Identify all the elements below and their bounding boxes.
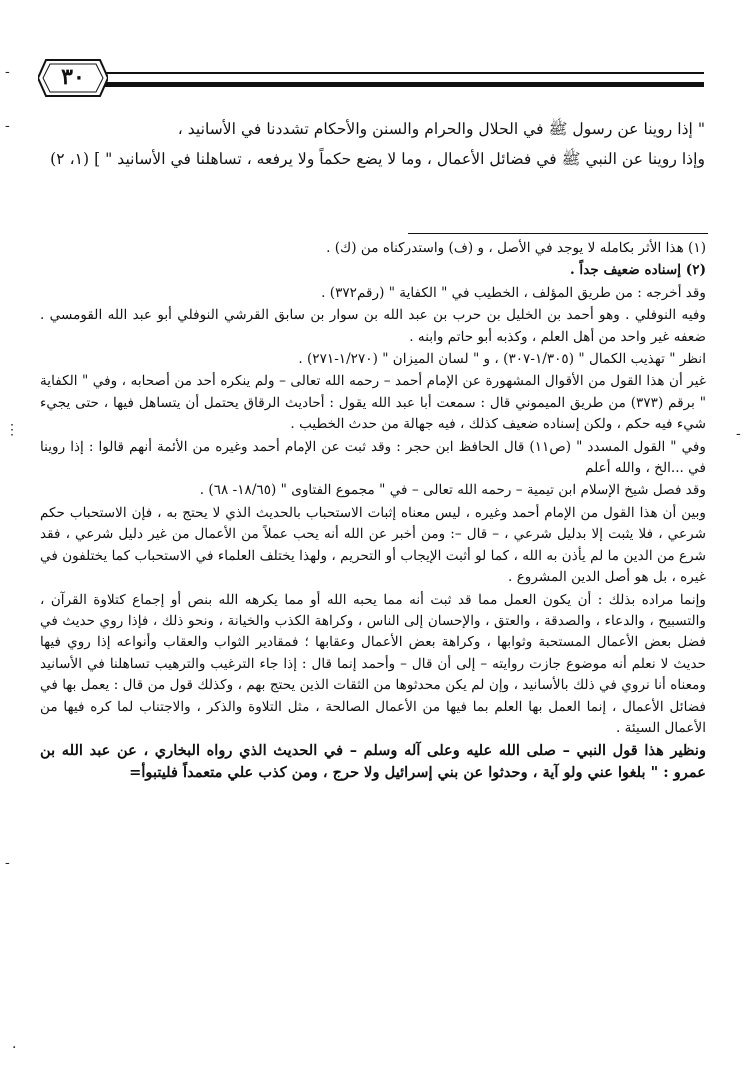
- footnote-separator: [408, 233, 708, 234]
- footnote-line: وقد فصل شيخ الإسلام ابن تيمية – رحمه الله تعالى – في " مجموع الفتاوى " (١٨/٦٥- ٦٨) .: [199, 482, 706, 499]
- header-rule-top: [100, 72, 704, 74]
- footnote-line: غير أن هذا القول من الأقوال المشهورة عن الإمام أحمد – رحمه الله تعالى – ولم ينكره أحد من أصحابه ، وفي " الكفاية " برقم (٣٧٣) من طريق الميموني قال : سمعت أبا عبد الله يقول : أحاديث الرقاق يحتمل أن يتساهل فيها ، حتى يجيء شيء فيه حكم ، ولكن إسناده ضعيف كذلك ، فيه جهالة من حدث الخطيب .: [40, 373, 707, 433]
- margin-mark: ⋮: [5, 422, 19, 438]
- margin-mark: -: [5, 855, 10, 871]
- footnote-line: وإنما مراده بذلك : أن يكون العمل مما قد ثبت أنه مما يحبه الله أو مما يكرهه الله بنص أو إجماع كتلاوة القرآن ، والتسبيح ، والدعاء ، والصدقة ، والعتق ، والإحسان إلى الناس ، وكراهة الكذب والخيانة ، ونحو ذلك ، فإذا روي حديث في فضل بعض الأعمال المستحبة وثوابها ، وكراهة بعض الأعمال وعقابها ؛ فمقادير الثواب والعقاب وأنواعه إذا روي فيها حديث لا نعلم أنه موضوع جازت روايته – إلى أن قال – وأحمد إنما قال : إذا جاء الترغيب والترهيب تساهلنا في الأسانيد ومعناه أنا نروي في ذلك بالأسانيد ، وإن لم يكن محدثوها من الثقات الذين يحتج بهم ، وكذلك قول من قال : يعمل بها في فضائل الأعمال ، إنما العمل بها العلم بما فيها من الأعمال الصالحة ، مثل التلاوة والذكر ، والاجتناب لما كره فيها من الأعمال السيئة .: [40, 591, 706, 736]
- footnotes: [40, 238, 706, 784]
- margin-mark: -: [5, 118, 10, 134]
- header-rule-bottom: [100, 82, 704, 87]
- margin-mark: ·: [12, 1040, 17, 1056]
- footnote-line: وفي " القول المسدد " (ص١١) قال الحافظ ابن حجر : وقد ثبت عن الإمام أحمد وغيره من الأئمة أنهم قالوا : إذا روينا في ...الخ ، والله أعلم: [40, 438, 706, 477]
- page-number: ٣٠: [61, 64, 85, 90]
- footnote-line: (٢) إسناده ضعيف جداً .: [569, 262, 706, 279]
- quote-line: وإذا روينا عن النبي ﷺ في فضائل الأعمال ، وما لا يضع حكماً ولا يرفعه ، تساهلنا في الأسانيد " ] (١، ٢): [50, 150, 705, 168]
- footnote-line: وبين أن هذا القول من الإمام أحمد وغيره ، ليس معناه إثبات الاستحباب بالحديث الذي لا يحتج به ، فإن الاستحباب حكم شرعي ، فلا يثبت إلا بدليل شرعي ، – قال –: ومن أخبر عن الله أنه يحب عملاً من الأعمال من غير دليل شرعي ، فقد شرع من الدين ما لم يأذن به الله ، كما لو أثبت الإيجاب أو التحريم ، ولهذا يختلف العلماء في الاستحباب كما يختلفون في غيره ، بل هو أصل الدين المشروع .: [40, 504, 706, 586]
- margin-mark: -: [736, 426, 741, 442]
- footnote-line: انظر " تهذيب الكمال " (١/٣٠٥-٣٠٧) ، و " لسان الميزان " (١/٢٧٠-٢٧١) .: [298, 351, 706, 368]
- footnote-line: وفيه النوفلي . وهو أحمد بن الخليل بن حرب بن عبد الله بن سوار بن سابق القرشي النوفلي أبو عبد الله القومسي . ضعفه غير واحد من أهل العلم ، وكذبه أبو حاتم وابنه .: [40, 307, 706, 345]
- footnote-line: (١) هذا الأثر بكامله لا يوجد في الأصل ، و (ف) واستدركناه من (ك) .: [326, 240, 706, 256]
- footnote-line: وقد أخرجه : من طريق المؤلف ، الخطيب في " الكفاية " (رقم٣٧٢) .: [321, 284, 706, 301]
- quote-line: " إذا روينا عن رسول ﷺ في الحلال والحرام والسنن والأحكام تشددنا في الأسانيد ،: [177, 120, 705, 138]
- main-quote: [40, 114, 705, 174]
- page-number-badge: [38, 58, 108, 98]
- footnote-line: ونظير هذا قول النبي – صلى الله عليه وعلى آله وسلم – في الحديث الذي رواه البخاري ، عن عبد الله بن عمرو : " بلغوا عني ولو آية ، وحدثوا عن بني إسرائيل ولا حرج ، ومن كذب علي متعمداً فليتبوأ=: [40, 742, 706, 781]
- margin-mark: -: [5, 64, 10, 80]
